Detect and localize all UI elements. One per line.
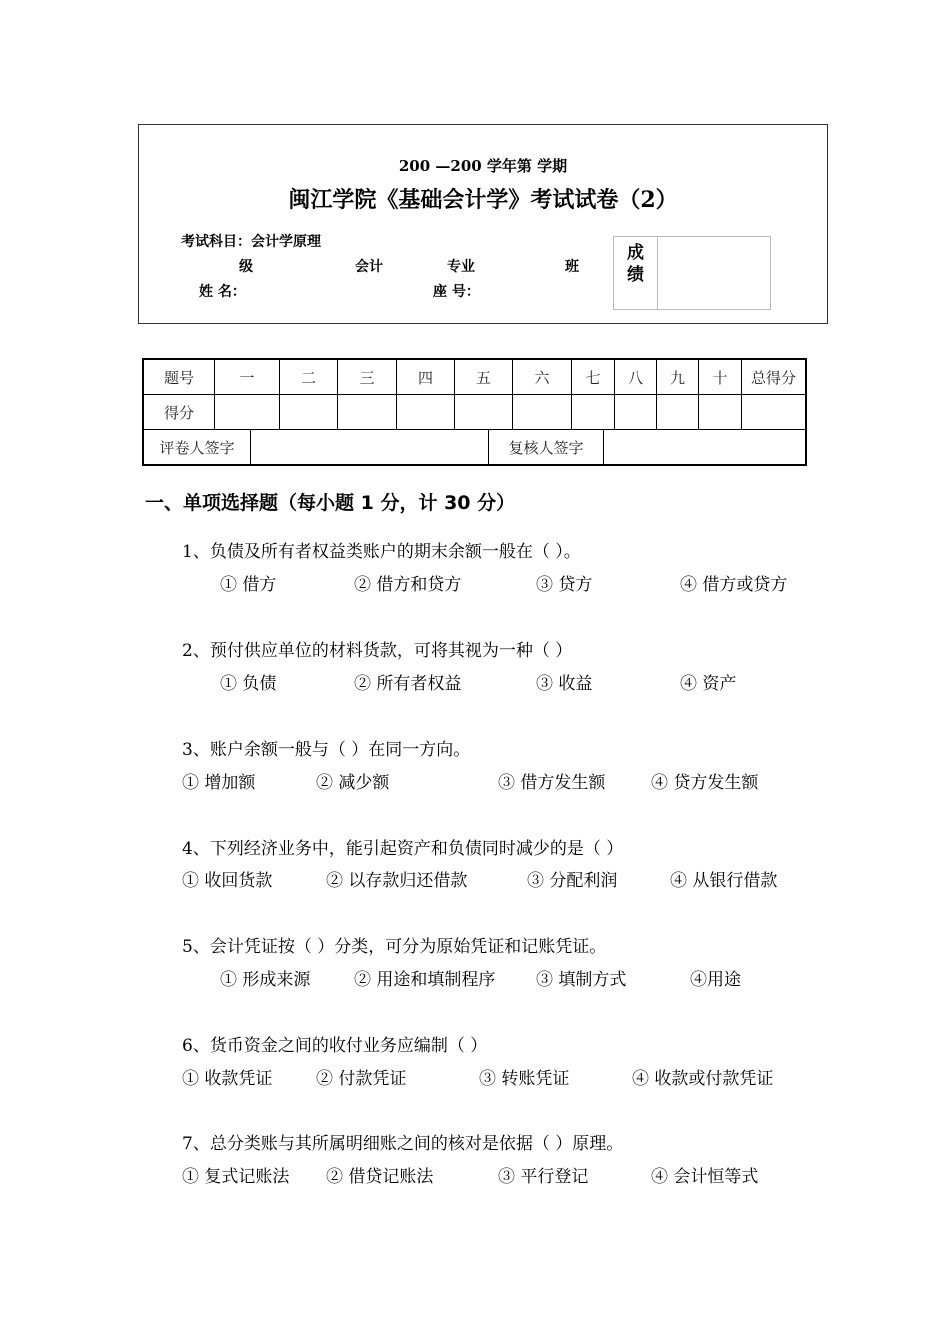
exam-title: 闽江学院《基础会计学》考试试卷（2） <box>288 187 678 213</box>
score-cell <box>215 395 280 430</box>
score-row <box>143 395 806 430</box>
option: ③ 转账凭证 <box>479 1069 570 1089</box>
question-number-row <box>143 359 806 395</box>
section-title: 一、单项选择题（每小题 1 分，计 30 分） <box>145 492 516 514</box>
score-cell <box>397 395 455 430</box>
score-table <box>142 358 807 466</box>
table-cell: 二 <box>280 359 338 395</box>
table-cell: 十 <box>699 359 742 395</box>
option: ② 以存款归还借款 <box>326 871 468 891</box>
option: ① 增加额 <box>182 773 256 793</box>
major-value: 会计 <box>355 259 383 275</box>
table-cell: 得分 <box>143 395 215 430</box>
table-cell: 三 <box>338 359 397 395</box>
option: ③ 贷方 <box>536 575 593 595</box>
score-cell <box>572 395 615 430</box>
option: ④ 会计恒等式 <box>651 1167 759 1187</box>
exam-subject: 考试科目：会计学原理 <box>181 234 321 250</box>
score-cell <box>280 395 338 430</box>
score-box <box>613 236 771 310</box>
seat-label: 座 号： <box>433 284 480 300</box>
academic-year-line: 200 —200 学年第 学期 <box>398 157 568 175</box>
option: ① 借方 <box>220 575 277 595</box>
score-cell <box>338 395 397 430</box>
question-text: 4、下列经济业务中，能引起资产和负债同时减少的是（ ） <box>182 839 624 859</box>
option: ③ 分配利润 <box>527 871 618 891</box>
score-cell <box>513 395 572 430</box>
option: ④用途 <box>690 970 741 990</box>
option: ④ 收款或付款凭证 <box>632 1069 774 1089</box>
option: ④ 借方或贷方 <box>680 575 788 595</box>
option: ① 复式记账法 <box>182 1167 290 1187</box>
option: ② 借贷记账法 <box>326 1167 434 1187</box>
table-cell: 五 <box>455 359 513 395</box>
option: ① 收回货款 <box>182 871 273 891</box>
question-text: 3、账户余额一般与（ ）在同一方向。 <box>182 740 471 760</box>
class-label: 班 <box>565 259 579 275</box>
option: ② 付款凭证 <box>316 1069 407 1089</box>
grade-label: 级 <box>239 259 253 275</box>
option: ② 用途和填制程序 <box>354 970 496 990</box>
option: ① 负债 <box>220 674 277 694</box>
table-cell: 四 <box>397 359 455 395</box>
major-label: 专业 <box>447 259 475 275</box>
reviewer-signature-field <box>604 430 805 464</box>
question-text: 7、总分类账与其所属明细账之间的核对是依据（ ）原理。 <box>182 1134 624 1154</box>
table-cell: 一 <box>215 359 280 395</box>
option: ③ 平行登记 <box>498 1167 589 1187</box>
score-cell <box>615 395 657 430</box>
question-text: 2、预付供应单位的材料货款，可将其视为一种（ ） <box>182 641 573 661</box>
grader-label: 评卷人签字 <box>144 430 251 464</box>
score-cell <box>742 395 807 430</box>
table-cell: 七 <box>572 359 615 395</box>
signature-row <box>143 430 806 466</box>
table-cell: 题号 <box>143 359 215 395</box>
option: ④ 资产 <box>680 674 737 694</box>
grader-signature-field <box>251 430 489 464</box>
score-label-text: 成绩 <box>627 243 644 285</box>
table-cell: 八 <box>615 359 657 395</box>
name-label: 姓 名： <box>199 284 246 300</box>
score-cell <box>657 395 699 430</box>
question-text: 5、会计凭证按（ ）分类，可分为原始凭证和记账凭证。 <box>182 937 607 957</box>
option: ② 所有者权益 <box>354 674 462 694</box>
table-cell: 九 <box>657 359 699 395</box>
reviewer-label: 复核人签字 <box>489 430 604 464</box>
option: ② 减少额 <box>316 773 390 793</box>
table-cell: 总得分 <box>742 359 807 395</box>
option: ② 借方和贷方 <box>354 575 462 595</box>
signature-row-inner <box>144 430 805 464</box>
question-text: 6、货币资金之间的收付业务应编制（ ） <box>182 1036 488 1056</box>
signature-cell <box>143 430 806 466</box>
option: ③ 收益 <box>536 674 593 694</box>
exam-header-box <box>138 124 828 324</box>
question-text: 1、负债及所有者权益类账户的期末余额一般在（ ）。 <box>182 542 581 562</box>
option: ① 形成来源 <box>220 970 311 990</box>
score-cell <box>455 395 513 430</box>
option: ③ 填制方式 <box>536 970 627 990</box>
score-cell <box>699 395 742 430</box>
option: ④ 从银行借款 <box>670 871 778 891</box>
option: ④ 贷方发生额 <box>651 773 759 793</box>
option: ③ 借方发生额 <box>498 773 606 793</box>
score-field <box>658 237 770 309</box>
score-label <box>614 237 658 309</box>
table-cell: 六 <box>513 359 572 395</box>
option: ① 收款凭证 <box>182 1069 273 1089</box>
